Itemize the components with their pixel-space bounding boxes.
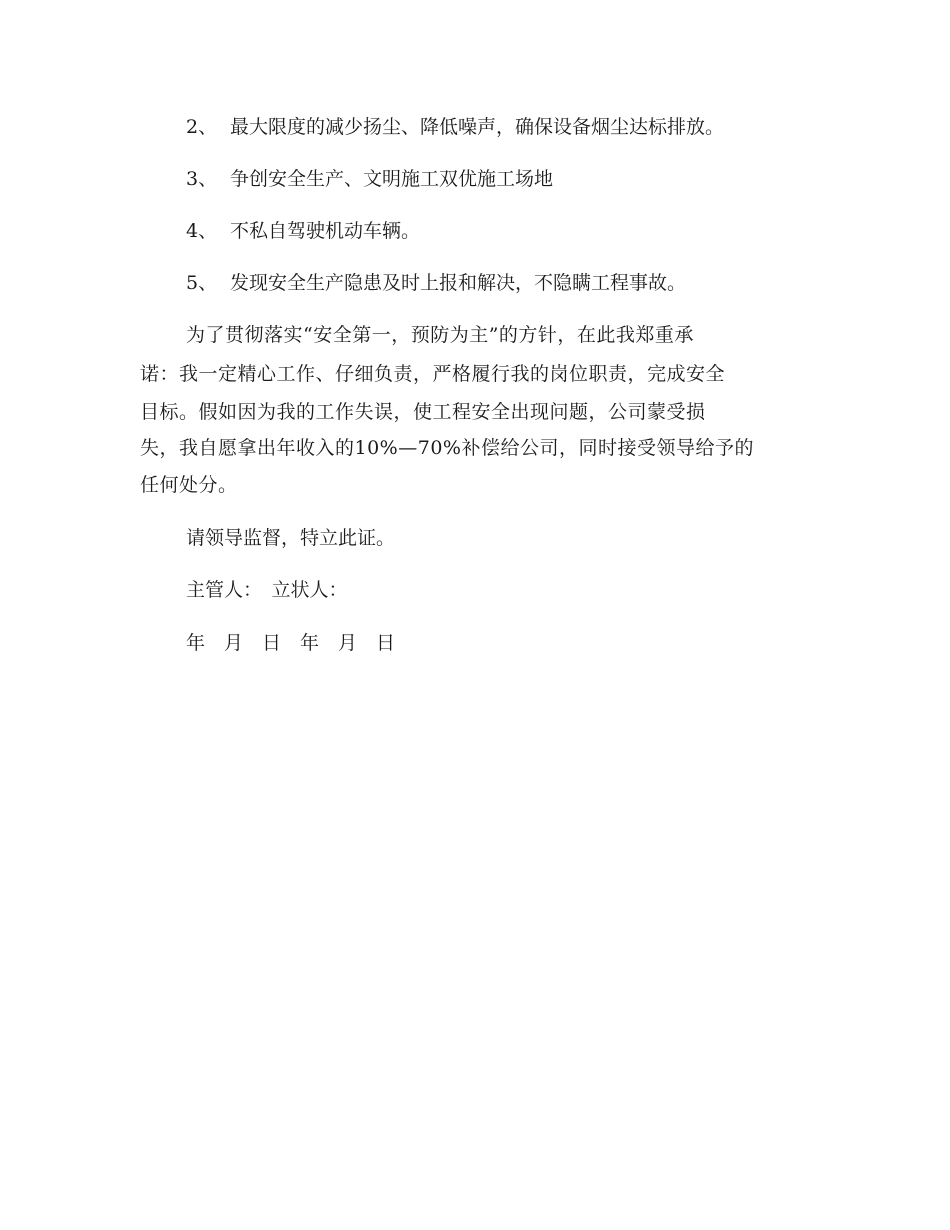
- list-item-4: [186, 218, 420, 244]
- pledge-line: 任何处分。: [140, 474, 238, 496]
- list-number: 4、: [186, 220, 218, 242]
- list-text: 最大限度的减少扬尘、降低噪声，确保设备烟尘达标排放。: [230, 116, 725, 138]
- pledge-line: 诺：我一定精心工作、仔细负责，严格履行我的岗位职责，完成安全: [140, 363, 726, 385]
- closing-line: 请领导监督，特立此证。: [186, 527, 396, 549]
- signature-line: 主管人： 立状人：: [186, 579, 348, 601]
- list-item-5: [186, 270, 686, 296]
- pledge-line: 目标。假如因为我的工作失误，使工程安全出现问题，公司蒙受损: [140, 401, 706, 423]
- list-text: 发现安全生产隐患及时上报和解决，不隐瞒工程事故。: [230, 272, 687, 294]
- list-text: 争创安全生产、文明施工双优施工场地: [230, 168, 554, 190]
- pledge-line: 失，我自愿拿出年收入的10%—70%补偿给公司，同时接受领导给予的: [140, 437, 754, 459]
- list-number: 5、: [186, 272, 218, 294]
- list-item-2: [186, 114, 724, 140]
- list-text: 不私自驾驶机动车辆。: [230, 220, 421, 242]
- list-number: 2、: [186, 116, 218, 138]
- date-line: 年 月 日 年 月 日: [186, 632, 396, 654]
- list-number: 3、: [186, 168, 218, 190]
- list-item-3: [186, 166, 553, 192]
- pledge-line: 为了贯彻落实“安全第一，预防为主”的方针，在此我郑重承: [186, 324, 694, 346]
